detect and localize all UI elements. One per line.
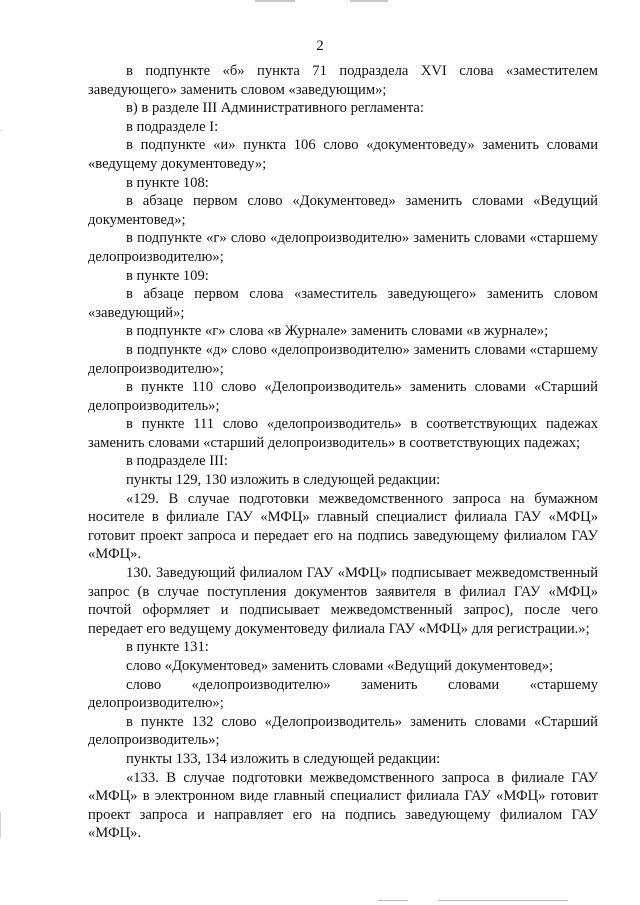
paragraph: в пункте 110 слово «Делопроизводитель» заменить словами «Старший делопроизводитель»; (88, 379, 598, 414)
paragraph: в подпункте «д» слово «делопроизводителю» заменить словами «старшему делопроизводителю»; (88, 341, 598, 377)
paragraph: в пункте 132 слово «Делопроизводитель» заменить словами «Старший делопроизводитель»; (88, 713, 598, 749)
paragraph: в пункте 109: (126, 267, 209, 284)
paragraph: «129. В случае подготовки межведомственного запроса на бумажном носителе в филиале ГАУ «МФЦ» главный специалист филиала ГАУ «МФЦ» готовит проект запроса и передает его на подпись заведующему филиалом ГАУ «МФЦ». (88, 490, 598, 563)
paragraph: слово «Документовед» заменить словами «Ведущий документовед»; (126, 658, 554, 674)
paragraph: пункты 129, 130 изложить в следующей редакции: (126, 472, 441, 489)
paragraph: в) в разделе III Административного регламента: (126, 100, 424, 117)
paragraph: в подразделе III: (126, 453, 228, 470)
paragraph: в подпункте «б» пункта 71 подраздела XVI слова «заместителем заведующего» заменить словом «заведующим»; (88, 63, 598, 98)
paragraph: 130. Заведующий филиалом ГАУ «МФЦ» подписывает межведомственный запрос (в случае поступления документов заявителя в филиал ГАУ «МФЦ» почтой оформляет и подписывает межведомственный запрос), после чего передает его ведущему документоведу филиала ГАУ «МФЦ» для регистрации.»; (88, 565, 598, 637)
paragraph: в абзаце первом слова «заместитель заведующего» заменить словом «заведующий»; (88, 286, 598, 321)
scan-artifact-left-edge (0, 812, 1, 838)
paragraph: в пункте 111 слово «делопроизводитель» в соответствующих падежах заменить словами «старший делопроизводитель» в соответствующих падежах; (88, 416, 598, 451)
page-number: 2 (316, 38, 324, 54)
scan-artifact-top (255, 0, 395, 4)
paragraph: в подразделе I: (126, 118, 219, 135)
scan-artifact-bottom (378, 900, 578, 903)
paragraph: в пункте 131: (126, 639, 209, 656)
paragraph: в абзаце первом слово «Документовед» заменить словами «Ведущий документовед»; (88, 193, 598, 228)
paragraph: в подпункте «и» пункта 106 слово «документоведу» заменить словами «ведущему документоведу»; (88, 137, 598, 172)
paragraph: пункты 133, 134 изложить в следующей редакции: (126, 750, 441, 767)
document-body (88, 62, 598, 843)
paragraph: в подпункте «г» слова «в Журнале» заменить словами «в журнале»; (126, 323, 549, 340)
scan-artifact-left-edge (0, 130, 2, 131)
paragraph: слово «делопроизводителю» заменить словами «старшему делопроизводителю»; (88, 676, 598, 712)
paragraph: «133. В случае подготовки межведомственного запроса в филиале ГАУ «МФЦ» в электронном виде главный специалист филиала ГАУ «МФЦ» готовит проект запроса и направляет его на подпись заведующему филиалом ГАУ «МФЦ». (88, 769, 598, 842)
paragraph: в пункте 108: (126, 174, 209, 191)
paragraph: в подпункте «г» слово «делопроизводителю» заменить словами «старшему делопроизводителю»; (88, 230, 598, 265)
